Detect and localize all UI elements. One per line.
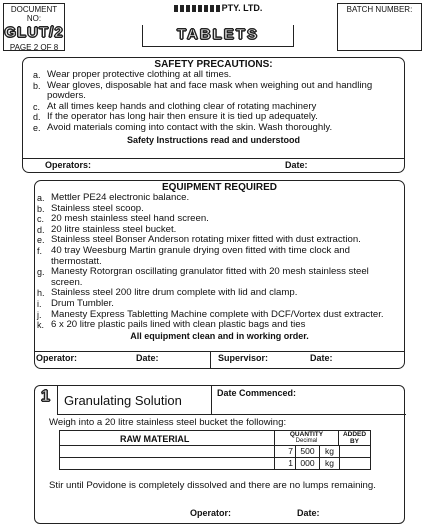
- equipment-footer: All equipment clean and in working order.: [130, 330, 309, 341]
- list-item: f. 40 tray Weesburg Martin granule drying oven fitted with time clock and thermostatt.: [37, 244, 350, 267]
- col-quantity-sub: Decimal: [295, 438, 318, 444]
- equipment-panel: [34, 180, 405, 369]
- safety-list: [31, 70, 398, 134]
- table-header-added: [339, 430, 371, 446]
- safety-panel: [22, 57, 405, 173]
- material-cell[interactable]: [59, 458, 275, 470]
- safety-footer: Safety Instructions read and understood: [126, 134, 301, 145]
- added-by-cell[interactable]: [339, 446, 371, 458]
- unit-cell: kg: [319, 446, 339, 458]
- added-by-cell[interactable]: [339, 458, 371, 470]
- equipment-signature-row: [34, 351, 405, 369]
- date2-label: Date:: [310, 353, 333, 363]
- list-item: a. Wear proper protective clothing at all times.: [33, 69, 232, 80]
- document-no-box: [3, 3, 65, 51]
- batch-number-field[interactable]: [338, 14, 421, 44]
- step-note: Stir until Povidone is completely dissolved and there are no lumps remaining.: [49, 480, 376, 491]
- product-name: TABLETS: [176, 26, 260, 43]
- step-title: Granulating Solution: [64, 393, 182, 408]
- operator-label: Operator:: [190, 508, 232, 518]
- equipment-title: EQUIPMENT REQUIRED: [161, 182, 277, 193]
- equipment-list: [35, 193, 398, 331]
- company-line: [138, 3, 298, 13]
- supervisor-label: Supervisor:: [218, 353, 269, 363]
- col-quantity: QUANTITY: [289, 431, 324, 438]
- date-label: Date:: [285, 160, 308, 170]
- list-item: c. 20 mesh stainless steel hand screen.: [37, 213, 209, 225]
- page-number: PAGE 2 OF 8: [9, 43, 59, 52]
- step-number: 1: [41, 388, 51, 405]
- company-block: [138, 3, 298, 51]
- col-material: RAW MATERIAL: [120, 434, 190, 444]
- batch-number-box: [337, 3, 422, 51]
- redacted-company-name: [174, 5, 220, 12]
- list-item: d. 20 litre stainless steel bucket.: [37, 223, 177, 235]
- list-item: b. Stainless steel scoop.: [37, 202, 144, 214]
- step-instruction: Weigh into a 20 litre stainless steel bucket the following:: [49, 417, 287, 428]
- qty-dec-cell[interactable]: 500: [295, 446, 319, 458]
- safety-title: SAFETY PRECAUTIONS:: [154, 59, 273, 70]
- table-row: [59, 446, 371, 458]
- col-added: ADDED BY: [342, 431, 367, 445]
- table-header-quantity: [275, 430, 339, 446]
- qty-whole-cell[interactable]: 7: [275, 446, 295, 458]
- step-header-divider: [211, 386, 212, 414]
- qty-dec-cell[interactable]: 000: [295, 458, 319, 470]
- date-label: Date:: [297, 508, 320, 518]
- table-row: [59, 458, 371, 470]
- list-item: b. Wear gloves, disposable hat and face mask when weighing out and handling powders.: [33, 79, 373, 102]
- step-panel: [34, 385, 405, 524]
- date-label: Date:: [136, 353, 159, 363]
- list-item: a. Mettler PE24 electronic balance.: [37, 192, 190, 203]
- list-item: g. Manesty Rotorgran oscillating granulator fitted with 20 mesh stainless steel screen.: [37, 266, 369, 288]
- list-item: e. Avoid materials coming into contact with the skin. Wash thoroughly.: [33, 121, 333, 133]
- step-header-rule: [57, 414, 406, 415]
- operators-label: Operators:: [45, 160, 92, 170]
- list-item: k. 6 x 20 litre plastic pails lined with clean plastic bags and ties: [37, 319, 306, 331]
- list-item: h. Stainless steel 200 litre drum complete with lid and clamp.: [37, 287, 298, 299]
- safety-signature-row: [23, 158, 404, 172]
- list-item: c. At all times keep hands and clothing clear of rotating machinery: [33, 100, 317, 112]
- signature-divider: [210, 352, 211, 368]
- unit-cell: kg: [319, 458, 339, 470]
- list-item: e. Stainless steel Bonser Anderson rotating mixer fitted with dust extraction.: [37, 234, 361, 246]
- step-number-divider: [57, 386, 58, 414]
- operator-label: Operator:: [36, 353, 78, 363]
- list-item: d. If the operator has long hair then ensure it is tied up adequately.: [33, 111, 318, 123]
- material-cell[interactable]: [59, 446, 275, 458]
- batch-number-label: BATCH NUMBER:: [346, 5, 413, 14]
- date-commenced-label: Date Commenced:: [217, 388, 297, 398]
- list-item: i. Drum Tumbler.: [37, 297, 114, 309]
- list-item: j. Manesty Express Tabletting Machine complete with DCF/Vortex dust extracter.: [37, 308, 384, 320]
- document-no: GLUT/2: [4, 24, 64, 41]
- company-suffix: PTY. LTD.: [221, 3, 263, 13]
- step-header: [35, 386, 404, 414]
- document-no-label: DOCUMENT NO:: [10, 5, 58, 23]
- table-header-material: [59, 430, 275, 446]
- qty-whole-cell[interactable]: 1: [275, 458, 295, 470]
